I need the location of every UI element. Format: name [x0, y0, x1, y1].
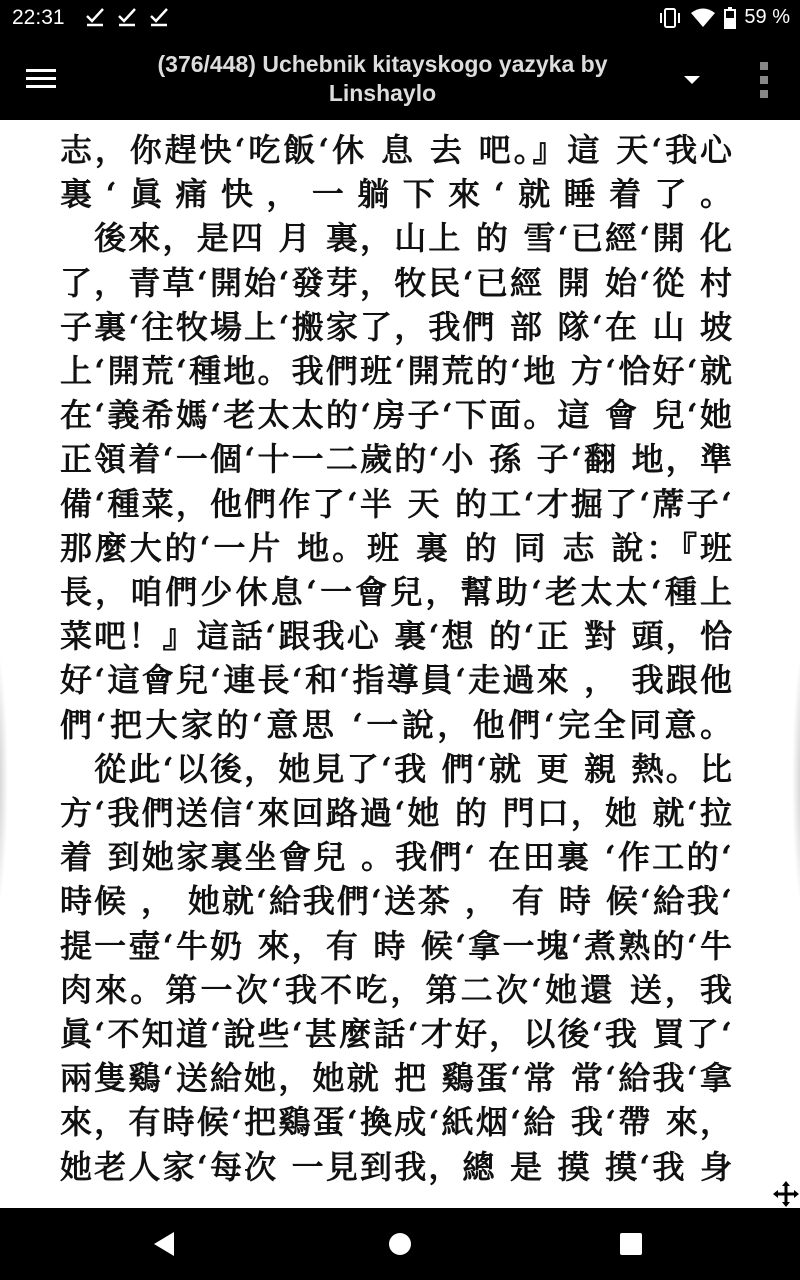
page-edge-shadow: [792, 640, 800, 920]
system-nav-bar: [0, 1208, 800, 1280]
recents-square-icon[interactable]: [611, 1226, 651, 1262]
hamburger-menu-icon[interactable]: [24, 64, 58, 94]
battery-icon: [724, 7, 736, 29]
text-line: 們‘把大家的‘意思 ‘一說，他們‘完全同意。: [60, 705, 732, 744]
text-line: 上‘開荒‘種地。我們班‘開荒的‘地 方‘恰好‘就: [60, 352, 732, 390]
status-time: 22:31: [12, 6, 65, 29]
text-line: 正領着‘一個‘十一二歲的‘小 孫 子‘翻 地，準: [60, 440, 732, 479]
app-toolbar: [0, 38, 800, 120]
text-line: 好‘這會兒‘連長‘和‘指導員‘走過來 ， 我跟他: [60, 661, 732, 700]
text-line: 兩隻鷄‘送給她，她就 把 鷄蛋‘常 常‘給我‘拿: [60, 1059, 732, 1098]
text-line: 提一壺‘牛奶 來，有 時 候‘拿一塊‘煮熟的‘牛: [60, 926, 732, 965]
text-line: 了，青草‘開始‘發芽，牧民‘已經 開 始‘從 村: [60, 263, 732, 302]
text-line: 菜吧！』這話‘跟我心 裏‘想 的‘正 對 頭，恰: [60, 617, 732, 656]
text-line: 長，咱們少休息‘一會兒，幫助‘老太太‘種上: [60, 573, 732, 611]
text-line: 子裏‘往牧場上‘搬家了，我們 部 隊‘在 山 坡: [60, 307, 732, 346]
text-line: 備‘種菜，他們作了‘半 天 的工‘才掘了‘蓆子‘: [60, 484, 732, 523]
check-notification-icon: [84, 4, 106, 28]
text-line: 時候 ， 她就‘給我們‘送茶 ， 有 時 候‘給我‘: [60, 882, 732, 921]
wifi-icon: [690, 7, 716, 29]
text-line: 來，有時候‘把鷄蛋‘換成‘紙烟‘給 我‘帶 來，: [60, 1103, 732, 1142]
move-arrows-icon[interactable]: [772, 1180, 800, 1208]
book-title: (376/448) Uchebnik kitayskogo yazyka by Linshaylo: [157, 51, 608, 106]
text-line: 志，你趕快‘吃飯‘休 息 去 吧。』這 天‘我心: [60, 131, 732, 169]
page-edge-shadow: [0, 640, 8, 920]
text-line: 着 到她家裏坐會兒 。我們‘ 在田裏 ‘作工的‘: [60, 838, 732, 877]
triangle-down-icon[interactable]: [678, 68, 706, 90]
text-line: 從此‘以後，她見了‘我 們‘就 更 親 熱。比: [60, 749, 732, 788]
text-line: 方‘我們送信‘來回路過‘她 的 門口，她 就‘拉: [60, 794, 732, 832]
vertical-dots-icon[interactable]: [752, 60, 776, 100]
back-triangle-icon[interactable]: [146, 1226, 186, 1262]
check-notification-icon: [116, 4, 138, 28]
status-bar: [0, 0, 800, 38]
status-icons: [658, 6, 790, 29]
text-line: 眞‘不知道‘說些‘甚麼話‘才好，以後‘我 買了‘: [60, 1015, 732, 1053]
vibrate-icon: [658, 7, 682, 29]
text-line: 肉來。第一次‘我不吃，第二次‘她還 送，我: [60, 970, 732, 1009]
text-line: 後來，是四 月 裏，山上 的 雪‘已經‘開 化: [60, 219, 732, 258]
text-line: 她老人家‘每次 一見到我，總 是 摸 摸‘我 身: [60, 1147, 732, 1186]
text-line: 裏‘眞痛快，一躺下來‘就睡着了。: [60, 175, 732, 214]
battery-percent: 59 %: [744, 6, 790, 28]
book-page[interactable]: [0, 120, 800, 1208]
text-line: 在‘義希媽‘老太太的‘房子‘下面。這 會 兒‘她: [60, 396, 732, 435]
home-circle-icon[interactable]: [380, 1226, 420, 1262]
check-notification-icon: [148, 4, 170, 28]
text-line: 那麼大的‘一片 地。班 裏 的 同 志 說：『班: [60, 528, 732, 567]
